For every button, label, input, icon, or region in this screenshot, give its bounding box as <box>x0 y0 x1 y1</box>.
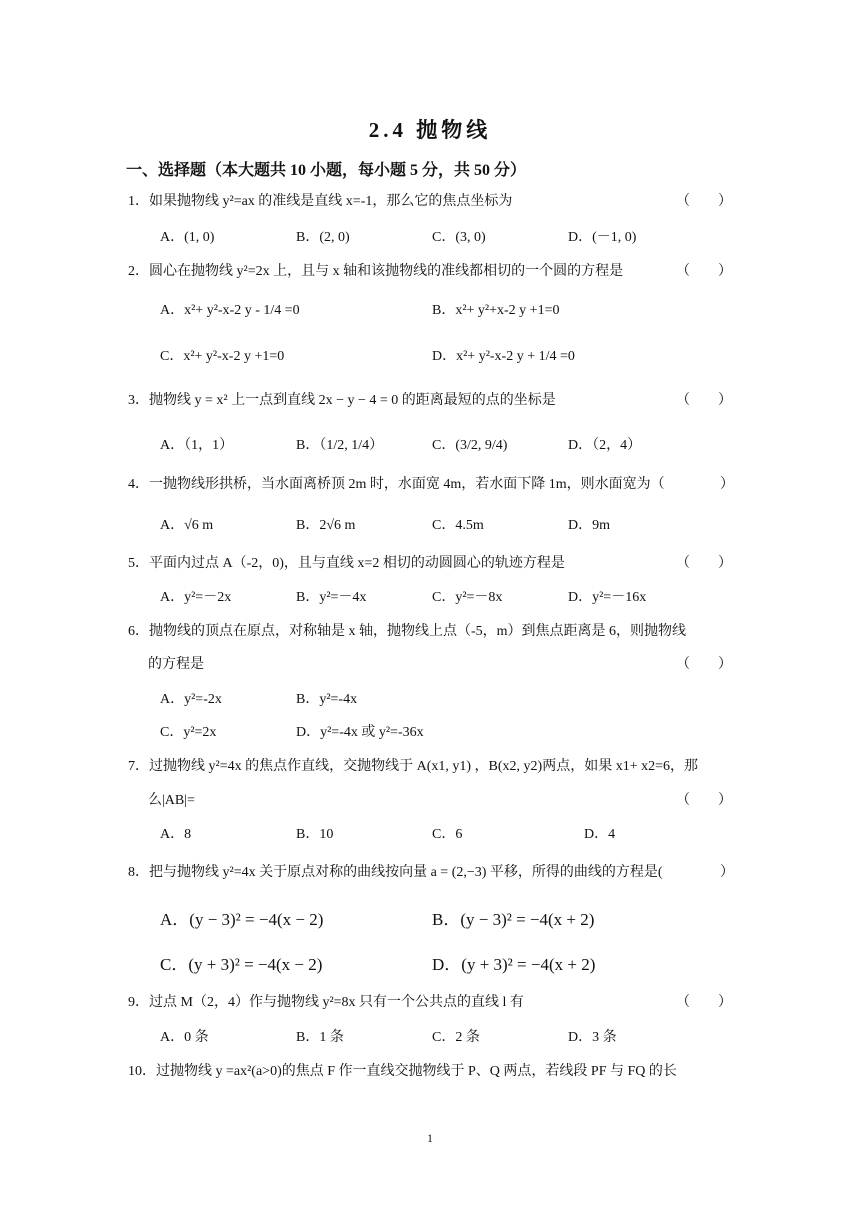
q4-option-d: D．9m <box>568 518 610 533</box>
answer-paren-6: （ ） <box>676 657 732 672</box>
q8-option-a: A．(y − 3)² = −4(x − 2) <box>160 910 324 929</box>
q6-option-c: C．y²=2x <box>160 725 217 740</box>
q1-option-d: D．(－1, 0) <box>568 230 637 245</box>
q8-option-d: D．(y + 3)² = −4(x + 2) <box>432 955 596 974</box>
q5-option-a: A．y²=－2x <box>160 590 232 605</box>
q3-option-c: C．(3/2, 9/4) <box>432 438 508 453</box>
question-7: 7．过抛物线 y²=4x 的焦点作直线，交抛物线于 A(x1, y1) ，B(x2, y2)两点，如果 x1+ x2=6，那 <box>128 759 698 774</box>
question-8: 8．把与抛物线 y²=4x 关于原点对称的曲线按向量 a = (2,−3) 平移，所得的曲线的方程是( <box>128 865 663 880</box>
q3-option-a: A．（1，1） <box>160 438 234 453</box>
q1-option-c: C．(3, 0) <box>432 230 486 245</box>
q4-option-b: B．2√6 m <box>296 518 356 533</box>
question-7-line-2: 么|AB|= <box>148 793 195 808</box>
q7-option-a: A．8 <box>160 827 192 842</box>
answer-paren-4: ） <box>720 477 734 492</box>
answer-paren-9: （ ） <box>676 995 732 1010</box>
question-6: 6．抛物线的顶点在原点，对称轴是 x 轴，抛物线上点（-5，m）到焦点距离是 6，则抛物线 <box>128 624 687 639</box>
q5-option-d: D．y²=－16x <box>568 590 647 605</box>
q7-option-d: D．4 <box>584 827 616 842</box>
section-heading: 一、选择题（本大题共 10 小题，每小题 5 分，共 50 分） <box>126 162 527 179</box>
q2-option-d: D．x²+ y²-x-2 y + 1/4 =0 <box>432 349 575 364</box>
q1-option-b: B．(2, 0) <box>296 230 350 245</box>
q1-option-a: A．(1, 0) <box>160 230 215 245</box>
question-4: 4．一抛物线形拱桥，当水面离桥顶 2m 时，水面宽 4m，若水面下降 1m，则水面宽为（ <box>128 477 665 492</box>
q5-option-b: B．y²=－4x <box>296 590 367 605</box>
q9-option-b: B．1 条 <box>296 1030 344 1045</box>
question-6-line-2: 的方程是 <box>148 657 204 672</box>
q4-option-c: C．4.5m <box>432 518 484 533</box>
q2-option-c: C．x²+ y²-x-2 y +1=0 <box>160 349 285 364</box>
question-2: 2．圆心在抛物线 y²=2x 上，且与 x 轴和该抛物线的准线都相切的一个圆的方程是 <box>128 264 624 279</box>
q2-option-b: B．x²+ y²+x-2 y +1=0 <box>432 303 560 318</box>
question-3: 3．抛物线 y = x² 上一点到直线 2x − y − 4 = 0 的距离最短的点的坐标是 <box>128 393 556 408</box>
question-9: 9．过点 M（2，4）作与抛物线 y²=8x 只有一个公共点的直线 l 有 <box>128 995 524 1010</box>
question-5: 5．平面内过点 A（-2，0)，且与直线 x=2 相切的动圆圆心的轨迹方程是 <box>128 556 565 571</box>
q6-option-b: B．y²=-4x <box>296 692 358 707</box>
q7-option-c: C．6 <box>432 827 463 842</box>
q9-option-d: D．3 条 <box>568 1030 617 1045</box>
answer-paren-1: （ ） <box>676 194 732 209</box>
answer-paren-2: （ ） <box>676 264 732 279</box>
q3-option-b: B．（1/2, 1/4） <box>296 438 384 453</box>
q2-option-a: A．x²+ y²-x-2 y - 1/4 =0 <box>160 303 300 318</box>
answer-paren-8: ） <box>720 865 734 880</box>
q6-option-a: A．y²=-2x <box>160 692 222 707</box>
answer-paren-5: （ ） <box>676 556 732 571</box>
q4-option-a: A．√6 m <box>160 518 214 533</box>
page-number: 1 <box>427 1131 433 1145</box>
answer-paren-3: （ ） <box>676 393 732 408</box>
page-title: 2.4 抛物线 <box>368 118 492 142</box>
q8-option-c: C．(y + 3)² = −4(x − 2) <box>160 955 323 974</box>
q6-option-d: D．y²=-4x 或 y²=-36x <box>296 725 424 740</box>
q9-option-a: A．0 条 <box>160 1030 209 1045</box>
answer-paren-7: （ ） <box>676 793 732 808</box>
question-1: 1．如果抛物线 y²=ax 的准线是直线 x=-1，那么它的焦点坐标为 <box>128 194 513 209</box>
question-10: 10．过抛物线 y =ax²(a>0)的焦点 F 作一直线交抛物线于 P、Q 两点，若线段 PF 与 FQ 的长 <box>128 1064 677 1079</box>
q9-option-c: C．2 条 <box>432 1030 480 1045</box>
q3-option-d: D．（2，4） <box>568 438 642 453</box>
q7-option-b: B．10 <box>296 827 334 842</box>
q8-option-b: B．(y − 3)² = −4(x + 2) <box>432 910 595 929</box>
q5-option-c: C．y²=－8x <box>432 590 503 605</box>
